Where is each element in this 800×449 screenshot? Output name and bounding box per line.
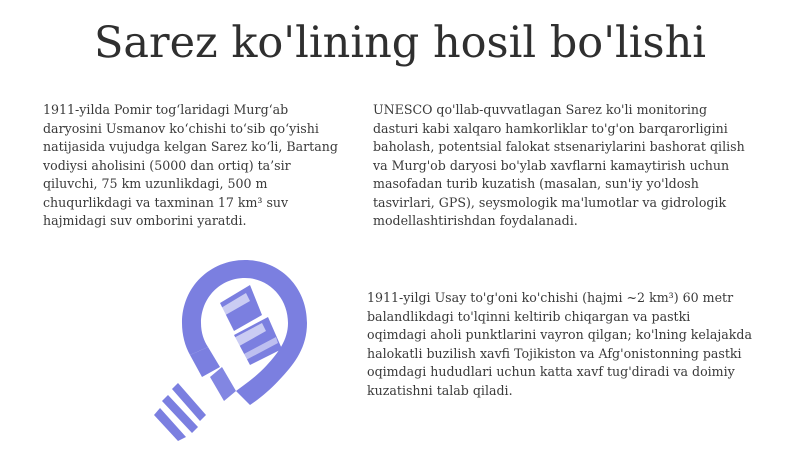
text-block-formation: 1911-yilda Pomir tog‘laridagi Murg‘ab daryosini Usmanov ko‘chishi to‘sib qo‘yishi natijasida vujudga kelgan Sarez ko‘li, Bartang vodiysi aholisini (5000 dan ortiq) ta’sir qiluvchi, 75 km uzunlikdagi, 500 m chuqurlikdagi va taxminan 17 km³ suv hajmidagi suv omborini yaratdi. — [43, 102, 338, 228]
lightbulb-book-icon — [150, 255, 310, 445]
text-block-risk: 1911-yilgi Usay to'g'oni ko'chishi (hajmi ~2 km³) 60 metr balandlikdagi to'lqinni keltirib chiqargan va pastki oqimdagi aholi punktlarini vayron qilgan; ko'lning kelajakda halokatli buzilish xavfi Tojikiston va Afg'onistonning pastki oqimdagi hududlari uchun katta xavf tug'diradi va doimiy kuzatishni talab qiladi. — [367, 290, 752, 398]
text-block-monitoring: UNESCO qo'llab-quvvatlagan Sarez ko'li monitoring dasturi kabi xalqaro hamkorliklar to'g'on barqarorligini baholash, potentsial falokat stsenariylarini bashorat qilish va Murg'ob daryosi bo'ylab xavflarni kamaytirish uchun masofadan turib kuzatish (masalan, sun'iy yo'ldosh tasvirlari, GPS), seysmologik ma'lumotlar va gidrologik modellashtirishdan foydalanadi. — [373, 102, 745, 228]
slide-title: Sarez ko'lining hosil bo'lishi — [93, 18, 707, 68]
